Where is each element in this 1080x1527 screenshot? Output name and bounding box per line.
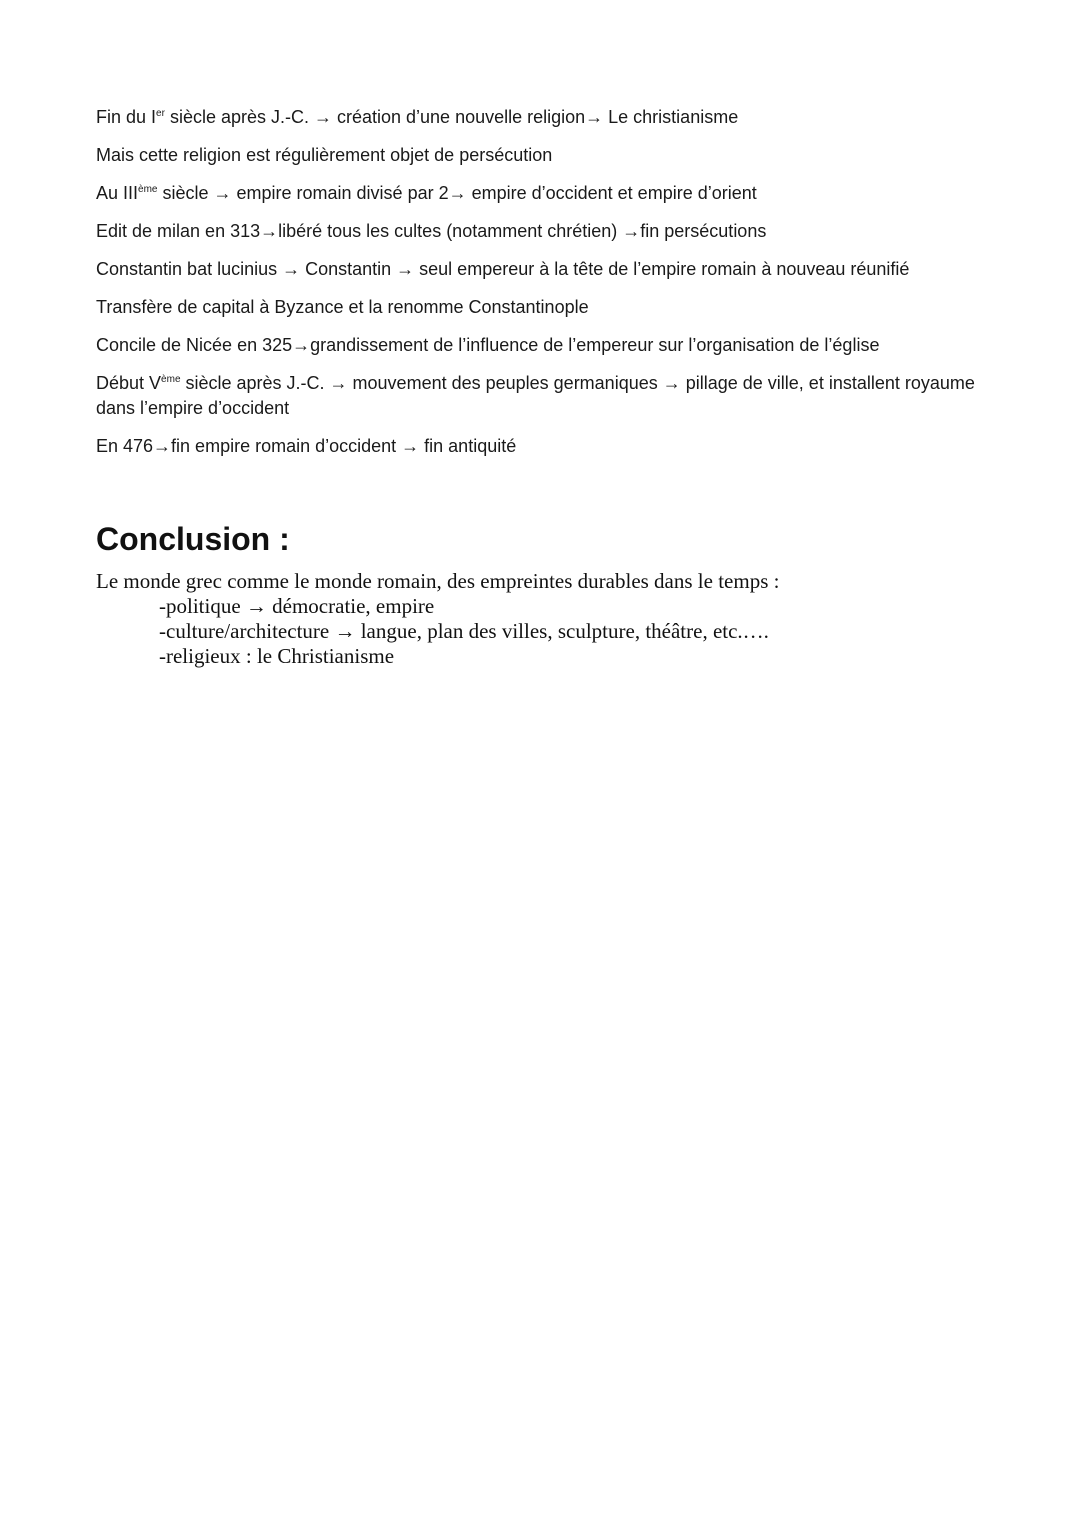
note-line: Début Vème siècle après J.-C. → mouvement des peuples germaniques → pillage de ville, et installent royaume dans l’empire d’occident [96,373,975,418]
conclusion-intro: Le monde grec comme le monde romain, des empreintes durables dans le temps : [96,569,780,593]
conclusion-item: -religieux : le Christianisme [159,644,395,668]
note-line: Concile de Nicée en 325→grandissement de l’influence de l’empereur sur l’organisation de l’église [96,335,880,355]
note-line: Constantin bat lucinius → Constantin → seul empereur à la tête de l’empire romain à nouveau réunifié [96,259,910,279]
conclusion-body [96,569,996,669]
conclusion-item: -politique → démocratie, empire [159,594,435,618]
note-line: Fin du Ier siècle après J.-C. → création d’une nouvelle religion→ Le christianisme [96,107,739,127]
note-line: Edit de milan en 313→libéré tous les cultes (notamment chrétien) →fin persécutions [96,221,767,241]
notes-list [96,105,996,472]
note-line: Mais cette religion est régulièrement objet de persécution [96,145,553,165]
conclusion-heading: Conclusion : [96,521,290,557]
conclusion-item: -culture/architecture → langue, plan des villes, sculpture, théâtre, etc.…. [159,619,769,643]
note-line: Transfère de capital à Byzance et la renomme Constantinople [96,297,589,317]
note-line: En 476→fin empire romain d’occident → fin antiquité [96,436,517,456]
note-line: Au IIIème siècle → empire romain divisé par 2→ empire d’occident et empire d’orient [96,183,757,203]
